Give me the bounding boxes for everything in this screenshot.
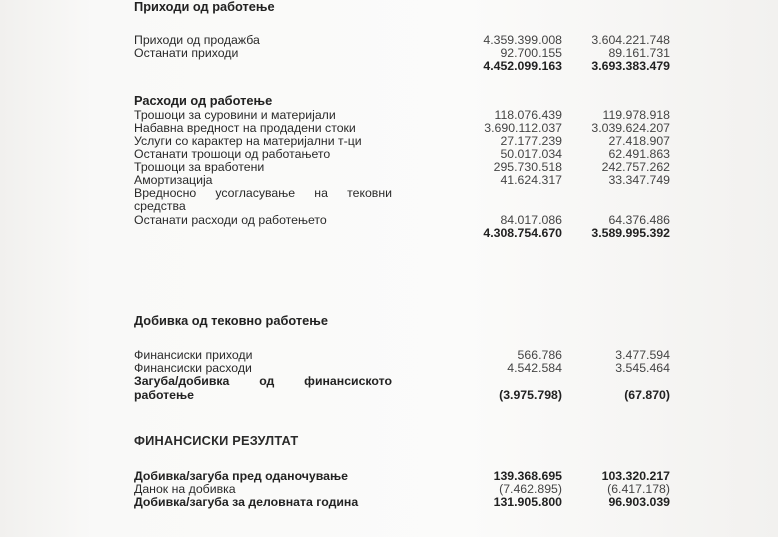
table-row (0, 361, 778, 375)
financial-result-heading-row (0, 434, 778, 448)
row-label: Набавна вредност на продадени стоки (134, 121, 356, 135)
current-year-value: 3.690.112.037 (484, 121, 562, 135)
current-year-value: 118.076.439 (494, 108, 562, 122)
row-label: Добивка/загуба пред оданочување (134, 469, 348, 483)
prior-year-value: 62.491.863 (608, 147, 670, 161)
table-row (0, 33, 778, 47)
operating-profit-row (0, 314, 778, 328)
row-label: Добивка/загуба за деловната година (134, 495, 359, 509)
prior-year-value: 103.320.217 (601, 469, 670, 483)
expenses-total-row (0, 226, 778, 240)
row-label: средства (134, 199, 186, 213)
table-row (0, 121, 778, 135)
income-total-current: 4.452.099.163 (483, 59, 562, 73)
current-year-value: 4.359.399.008 (483, 33, 562, 47)
prior-year-value: 242.757.262 (601, 160, 670, 174)
row-label: Финансиски расходи (134, 361, 252, 375)
current-year-value: 295.730.518 (493, 160, 562, 174)
expenses-total-prior: 3.589.995.392 (591, 226, 670, 240)
row-label: Вредносно усогласување на тековни (134, 186, 392, 200)
table-row (0, 46, 778, 60)
prior-year-value: 3.477.594 (615, 348, 670, 362)
table-row (0, 134, 778, 148)
row-label: Останати приходи (134, 46, 239, 60)
table-row (0, 160, 778, 174)
prior-year-value: 3.545.464 (615, 361, 670, 375)
table-row (0, 108, 778, 122)
expenses-heading: Расходи од работење (134, 93, 273, 108)
prior-year-value: 33.347.749 (608, 173, 670, 187)
current-year-value: 139.368.695 (493, 469, 562, 483)
income-total-row (0, 59, 778, 73)
prior-year-value: 89.161.731 (608, 46, 670, 60)
prior-year-value: 3.039.624.207 (591, 121, 670, 135)
current-year-value: 50.017.034 (500, 147, 562, 161)
prior-year-value: 27.418.907 (608, 134, 670, 148)
row-label: Трошоци за вработени (134, 160, 265, 174)
pre-tax-row (0, 469, 778, 483)
row-label: Данок на добивка (134, 482, 236, 496)
net-result-row (0, 495, 778, 509)
current-year-value: 566.786 (517, 348, 562, 362)
row-label: Трошоци за суровини и материјали (134, 108, 336, 122)
financial-result-heading: ФИНАНСИСКИ РЕЗУЛТАТ (134, 433, 299, 448)
table-row (0, 348, 778, 362)
row-label: Финансиски приходи (134, 348, 253, 362)
tax-row (0, 482, 778, 496)
row-label: Загуба/добивка од финансиското (134, 374, 392, 388)
row-label: Приходи од продажба (134, 33, 260, 47)
financial-result-prior: (67.870) (624, 388, 670, 402)
prior-year-value: 64.376.486 (608, 213, 670, 227)
prior-year-value: 119.978.918 (602, 108, 670, 122)
row-label: работење (134, 388, 194, 402)
row-label: Останати расходи од работењето (134, 213, 327, 227)
financial-result-current: (3.975.798) (499, 388, 562, 402)
income-total-prior: 3.693.383.479 (591, 59, 670, 73)
current-year-value: 27.177.239 (500, 134, 562, 148)
table-row-continuation (0, 199, 778, 213)
current-year-value: 131.905.800 (493, 495, 562, 509)
table-row (0, 213, 778, 227)
prior-year-value: (6.417.178) (607, 482, 670, 496)
financial-result-row (0, 374, 778, 388)
expenses-total-current: 4.308.754.670 (483, 226, 562, 240)
income-heading: Приходи од работење (134, 0, 275, 14)
current-year-value: 4.542.584 (507, 361, 562, 375)
financial-result-row-continuation (0, 388, 778, 402)
table-row (0, 186, 778, 200)
expenses-heading-row (0, 94, 778, 108)
current-year-value: (7.462.895) (499, 482, 562, 496)
prior-year-value: 3.604.221.748 (591, 33, 670, 47)
operating-profit-heading: Добивка од тековно работење (134, 313, 328, 328)
table-row (0, 147, 778, 161)
income-heading-row (0, 0, 778, 14)
row-label: Услуги со карактер на материјални т-ци (134, 134, 362, 148)
current-year-value: 92.700.155 (500, 46, 562, 60)
table-row (0, 173, 778, 187)
row-label: Амортизација (134, 173, 213, 187)
row-label: Останати трошоци од работањето (134, 147, 331, 161)
current-year-value: 84.017.086 (500, 213, 562, 227)
current-year-value: 41.624.317 (500, 173, 562, 187)
prior-year-value: 96.903.039 (608, 495, 670, 509)
